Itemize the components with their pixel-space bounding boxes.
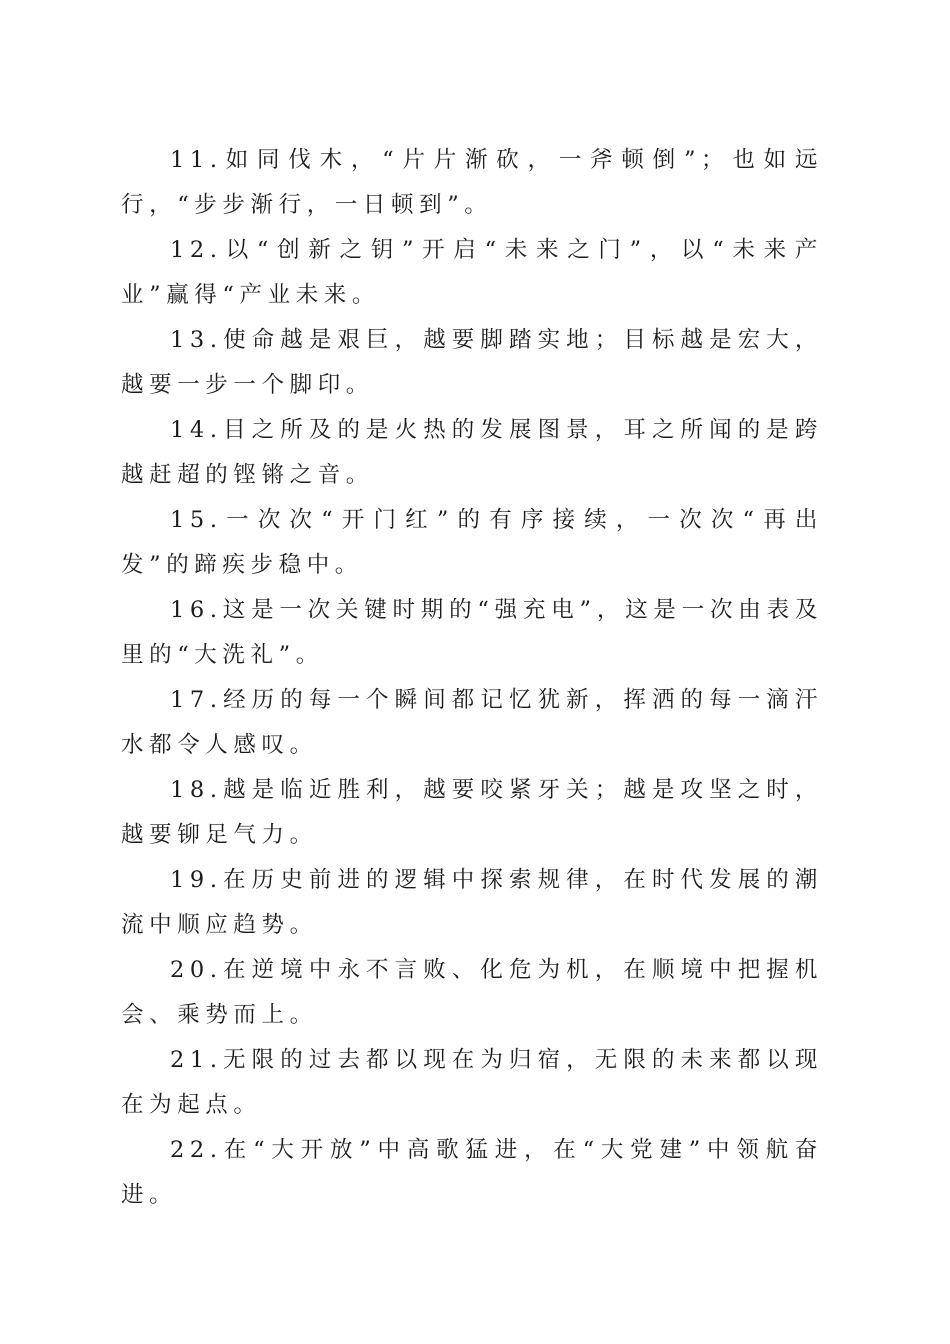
list-item: 18.越是临近胜利，越要咬紧牙关；越是攻坚之时，越要铆足气力。 <box>121 777 823 848</box>
list-item: 16.这是一次关键时期的“强充电”，这是一次由表及里的“大洗礼”。 <box>121 597 823 668</box>
list-item: 11.如同伐木，“片片渐砍，一斧顿倒”；也如远行，“步步渐行，一日顿到”。 <box>121 147 823 218</box>
list-item: 14.目之所及的是火热的发展图景，耳之所闻的是跨越赶超的铿锵之音。 <box>121 417 823 488</box>
list-item: 21.无限的过去都以现在为归宿，无限的未来都以现在为起点。 <box>121 1047 823 1118</box>
document-body <box>121 138 823 1218</box>
list-item: 22.在“大开放”中高歌猛进，在“大党建”中领航奋进。 <box>121 1137 823 1208</box>
list-item: 20.在逆境中永不言败、化危为机，在顺境中把握机会、乘势而上。 <box>121 957 823 1028</box>
list-item: 15.一次次“开门红”的有序接续，一次次“再出发”的蹄疾步稳中。 <box>121 507 823 578</box>
list-item: 19.在历史前进的逻辑中探索规律，在时代发展的潮流中顺应趋势。 <box>121 867 823 938</box>
list-item: 13.使命越是艰巨，越要脚踏实地；目标越是宏大，越要一步一个脚印。 <box>121 327 823 398</box>
list-item: 17.经历的每一个瞬间都记忆犹新，挥洒的每一滴汗水都令人感叹。 <box>121 687 823 758</box>
list-item: 12.以“创新之钥”开启“未来之门”，以“未来产业”赢得“产业未来。 <box>121 237 823 308</box>
